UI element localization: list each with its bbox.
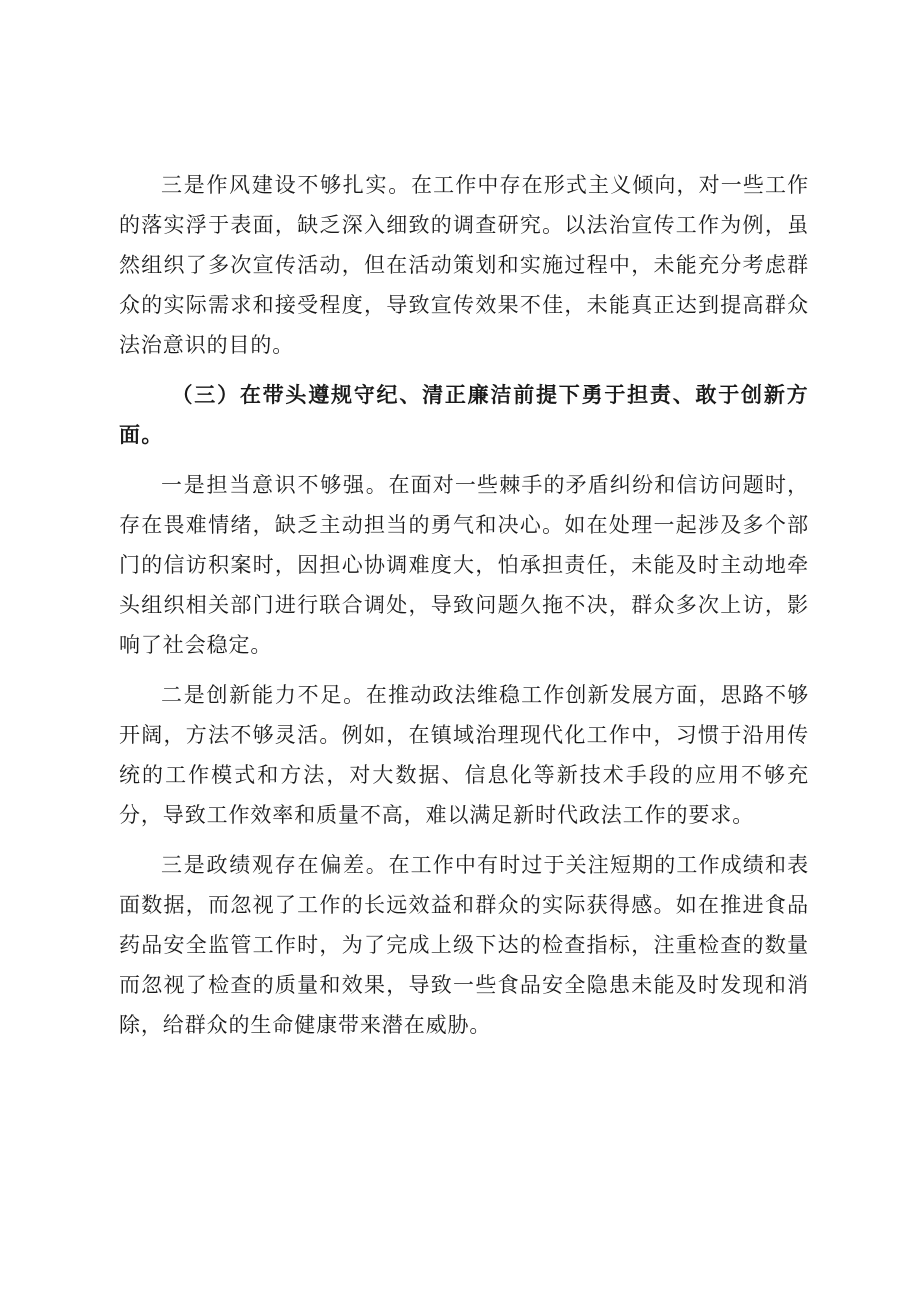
paragraph-innovation — [119, 675, 809, 835]
document-body — [119, 165, 809, 1055]
paragraph-work-style — [119, 165, 809, 365]
section-heading: （三）在带头遵规守纪、清正廉洁前提下勇于担责、敢于创新方面。 — [119, 382, 809, 447]
paragraph-text: 在推动政法维稳工作创新发展方面，思路不够开阔，方法不够灵活。例如，在镇域治理现代化工作中，习惯于沿用传统的工作模式和方法，对大数据、信息化等新技术手段的应用不够充分，导致工作效率和质量不高，难以满足新时代政法工作的要求。 — [119, 683, 810, 827]
paragraph-text: 在面对一些棘手的矛盾纠纷和信访问题时，存在畏难情绪，缺乏主动担当的勇气和决心。如在处理一起涉及多个部门的信访积案时，因担心协调难度大，怕承担责任，未能及时主动地牵头组织相关部门进行联合调处，导致问题久拖不决，群众多次上访，影响了社会稳定。 — [119, 473, 809, 657]
paragraph-text: 在工作中有时过于关注短期的工作成绩和表面数据，而忽视了工作的长远效益和群众的实际获得感。如在推进食品药品安全监管工作时，为了完成上级下达的检查指标，注重检查的数量而忽视了检查的质量和效果，导致一些食品安全隐患未能及时发现和消除，给群众的生命健康带来潜在威胁。 — [119, 853, 809, 1037]
paragraph-text: 在工作中存在形式主义倾向，对一些工作的落实浮于表面，缺乏深入细致的调查研究。以法治宣传工作为例，虽然组织了多次宣传活动，但在活动策划和实施过程中，未能充分考虑群众的实际需求和接受程度，导致宣传效果不佳，未能真正达到提高群众法治意识的目的。 — [119, 173, 810, 357]
paragraph-performance-view — [119, 845, 809, 1045]
paragraph-lead: 一是担当意识不够强。 — [161, 473, 389, 497]
paragraph-lead: 三是作风建设不够扎实。 — [161, 173, 411, 197]
paragraph-responsibility — [119, 465, 809, 665]
paragraph-lead: 三是政绩观存在偏差。 — [161, 853, 389, 877]
paragraph-lead: 二是创新能力不足。 — [161, 683, 366, 707]
